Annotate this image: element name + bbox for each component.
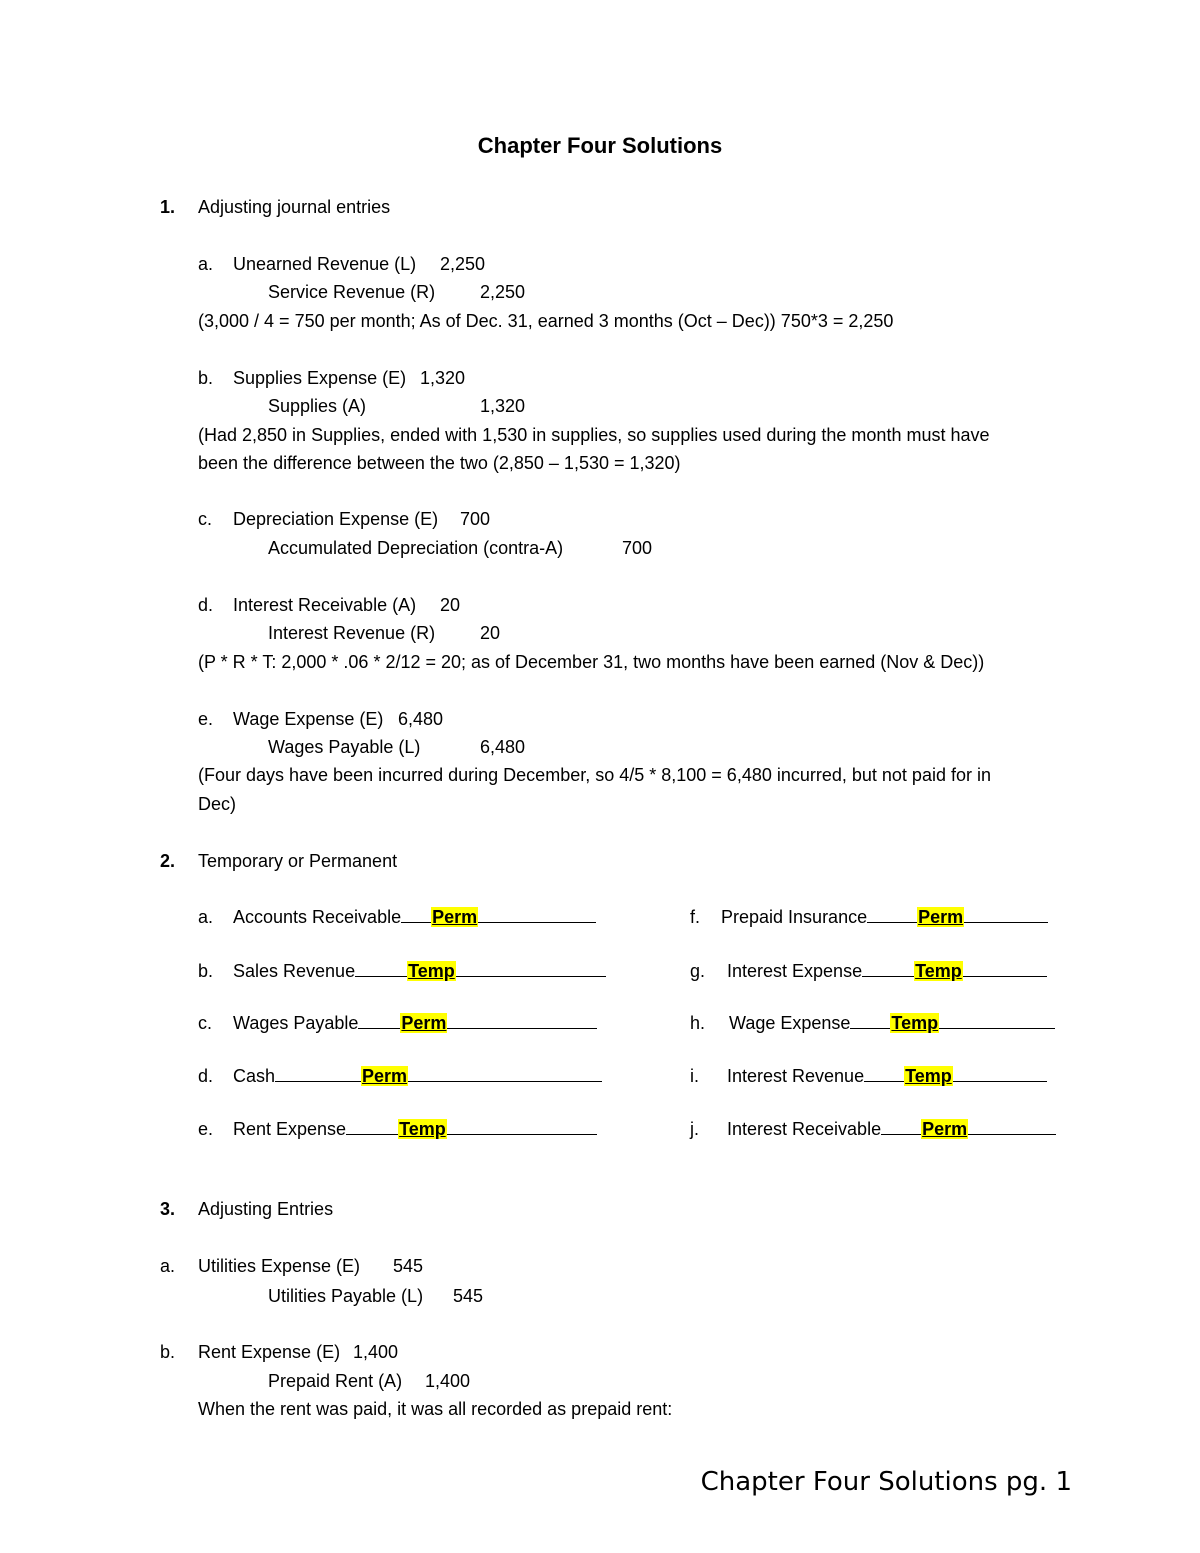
entry-1c-debit: Depreciation Expense (E) <box>233 509 439 529</box>
classify-f-letter: f. <box>690 907 701 927</box>
entry-1d-debit-amount: 20 <box>440 595 461 615</box>
entry-1b-note-line-2: been the difference between the two (2,850 – 1,530 = 1,320) <box>198 453 681 473</box>
classify-g-row <box>727 960 1047 982</box>
classify-a-row <box>233 906 596 928</box>
entry-1e-debit-amount: 6,480 <box>398 709 444 729</box>
classify-e-answer: Temp <box>399 1119 446 1139</box>
entry-1c-letter: c. <box>198 509 213 529</box>
entry-1d-credit-amount: 20 <box>480 623 501 643</box>
entry-1d-note: (P * R * T: 2,000 * .06 * 2/12 = 20; as of December 31, two months have been earned (Nov & Dec)) <box>198 652 985 672</box>
entry-1b-debit-amount: 1,320 <box>420 368 466 388</box>
entry-1e-debit: Wage Expense (E) <box>233 709 384 729</box>
entry-3b-credit-amount: 1,400 <box>425 1371 471 1391</box>
classify-g-label: Interest Expense <box>727 961 863 981</box>
entry-3b-note: When the rent was paid, it was all recorded as prepaid rent: <box>198 1399 673 1419</box>
entry-1c-credit: Accumulated Depreciation (contra-A) <box>268 538 564 558</box>
entry-1d-credit: Interest Revenue (R) <box>268 623 436 643</box>
classify-c-letter: c. <box>198 1013 213 1033</box>
classify-d-answer: Perm <box>362 1066 408 1086</box>
classify-j-label: Interest Receivable <box>727 1119 882 1139</box>
classify-b-label: Sales Revenue <box>233 961 356 981</box>
entry-1a-credit-amount: 2,250 <box>480 282 526 302</box>
classify-i-letter: i. <box>690 1066 699 1086</box>
section-1-number: 1. <box>160 197 176 217</box>
entry-3b-debit-amount: 1,400 <box>353 1342 399 1362</box>
classify-d-label: Cash <box>233 1066 276 1086</box>
entry-3b-letter: b. <box>160 1342 176 1362</box>
entry-1e-credit-amount: 6,480 <box>480 737 526 757</box>
entry-1b-credit-amount: 1,320 <box>480 396 526 416</box>
entry-3a-credit-amount: 545 <box>453 1286 484 1306</box>
entry-1b-letter: b. <box>198 368 214 388</box>
section-3-heading: Adjusting Entries <box>198 1199 334 1219</box>
entry-3a-debit-amount: 545 <box>393 1256 424 1276</box>
classify-c-row <box>233 1012 597 1034</box>
classify-e-letter: e. <box>198 1119 214 1139</box>
entry-1e-note-line-2: Dec) <box>198 794 237 814</box>
entry-1c-credit-amount: 700 <box>622 538 653 558</box>
classify-a-label: Accounts Receivable <box>233 907 402 927</box>
entry-1b-credit: Supplies (A) <box>268 396 367 416</box>
classify-g-letter: g. <box>690 961 706 981</box>
entry-3a-letter: a. <box>160 1256 176 1276</box>
classify-g-answer: Temp <box>915 961 962 981</box>
classify-e-label: Rent Expense <box>233 1119 347 1139</box>
classify-h-answer: Temp <box>891 1013 939 1033</box>
entry-1e-note-line-1: (Four days have been incurred during December, so 4/5 * 8,100 = 6,480 incurred, but not paid for in <box>198 765 991 785</box>
classify-c-answer: Perm <box>401 1013 447 1033</box>
entry-1b-note-line-1: (Had 2,850 in Supplies, ended with 1,530 in supplies, so supplies used during the month must have <box>198 425 990 445</box>
classify-e-row <box>233 1118 597 1140</box>
entry-1d-debit: Interest Receivable (A) <box>233 595 417 615</box>
classify-a-answer: Perm <box>432 907 478 927</box>
entry-3a-credit: Utilities Payable (L) <box>268 1286 424 1306</box>
section-2-heading: Temporary or Permanent <box>198 851 398 871</box>
entry-1e-letter: e. <box>198 709 214 729</box>
classify-j-row <box>727 1118 1056 1140</box>
classify-i-row <box>727 1065 1047 1087</box>
page-footer: Chapter Four Solutions pg. 1 <box>700 1467 1072 1497</box>
section-2-number: 2. <box>160 851 176 871</box>
classify-j-answer: Perm <box>922 1119 968 1139</box>
page-title: Chapter Four Solutions <box>477 133 723 158</box>
classify-c-label: Wages Payable <box>233 1013 359 1033</box>
classify-b-row <box>233 960 606 982</box>
classify-b-letter: b. <box>198 961 214 981</box>
entry-3b-credit: Prepaid Rent (A) <box>268 1371 403 1391</box>
entry-1a-credit: Service Revenue (R) <box>268 282 436 302</box>
classify-i-label: Interest Revenue <box>727 1066 865 1086</box>
classify-h-letter: h. <box>690 1013 706 1033</box>
entry-3a-debit: Utilities Expense (E) <box>198 1256 361 1276</box>
entry-1d-letter: d. <box>198 595 214 615</box>
classify-i-answer: Temp <box>905 1066 952 1086</box>
entry-1a-note: (3,000 / 4 = 750 per month; As of Dec. 31, earned 3 months (Oct – Dec)) 750*3 = 2,250 <box>198 311 894 331</box>
entry-1e-credit: Wages Payable (L) <box>268 737 421 757</box>
classify-d-letter: d. <box>198 1066 214 1086</box>
classify-f-label: Prepaid Insurance <box>721 907 868 927</box>
entry-1a-debit: Unearned Revenue (L) <box>233 254 417 274</box>
classify-j-letter: j. <box>690 1119 699 1139</box>
classify-h-row <box>729 1012 1055 1034</box>
entry-1a-debit-amount: 2,250 <box>440 254 486 274</box>
classify-f-row <box>721 906 1048 928</box>
section-3-number: 3. <box>160 1199 176 1219</box>
entry-1b-debit: Supplies Expense (E) <box>233 368 407 388</box>
entry-1a-letter: a. <box>198 254 214 274</box>
classify-d-row <box>233 1065 602 1087</box>
entry-3b-debit: Rent Expense (E) <box>198 1342 341 1362</box>
classify-h-label: Wage Expense <box>729 1013 851 1033</box>
classify-b-answer: Temp <box>408 961 455 981</box>
section-1-heading: Adjusting journal entries <box>198 197 391 217</box>
classify-f-answer: Perm <box>918 907 964 927</box>
entry-1c-debit-amount: 700 <box>460 509 491 529</box>
classify-a-letter: a. <box>198 907 214 927</box>
